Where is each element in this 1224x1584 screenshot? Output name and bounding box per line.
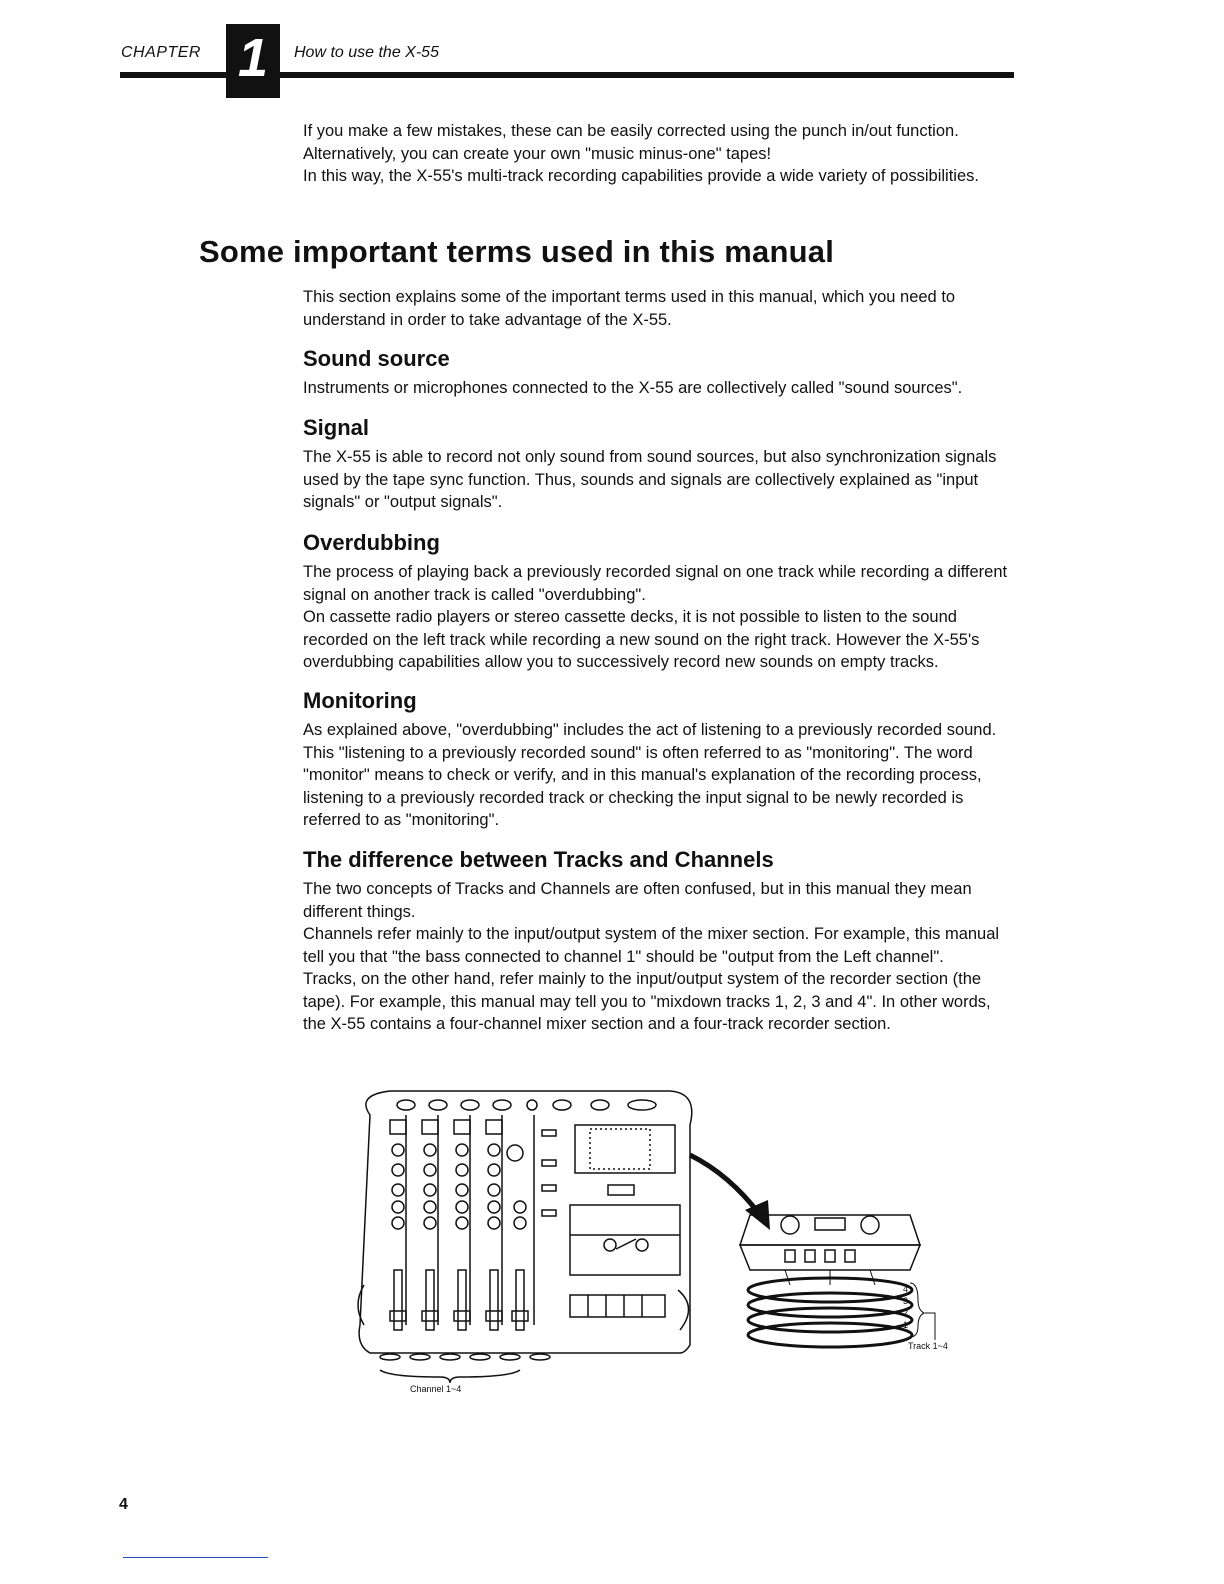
bottom-knobs [380, 1354, 550, 1360]
x55-mixer-tape-illustration [350, 1085, 990, 1405]
term-paragraph: The X-55 is able to record not only sound from sound sources, but also synchronization signals used by the tape sync function. Thus, sounds and signals are collectively explained as "input signals" or "output signals". [303, 448, 997, 511]
track-numbers [903, 1284, 908, 1330]
section-title: Some important terms used in this manual [199, 234, 835, 269]
term-paragraph: On cassette radio players or stereo cassette decks, it is not possible to listen to the sound recorded on the left track while recording a new sound on the right track. However the X-55's overdubbing capabilities allow you to successively record new sounds on empty tracks. [303, 608, 980, 671]
track-number: 1 [903, 1320, 909, 1330]
intro-text [303, 120, 1013, 188]
term-paragraph: Instruments or microphones connected to the X-55 are collectively called "sound sources". [303, 379, 963, 397]
chapter-label: CHAPTER [121, 44, 201, 61]
arrow-to-cassette [690, 1155, 770, 1230]
term-heading-tracks-channels: The difference between Tracks and Channels [303, 847, 774, 872]
term-body-monitoring [303, 719, 1013, 832]
channel-strips [390, 1115, 534, 1330]
term-body-overdubbing [303, 561, 1013, 674]
tape-track-stack [748, 1278, 912, 1347]
channel-brace [380, 1370, 520, 1383]
track-caption: Track 1~4 [908, 1341, 948, 1351]
chapter-number: 1 [237, 28, 269, 88]
channel-caption: Channel 1~4 [410, 1384, 462, 1394]
term-heading-monitoring: Monitoring [303, 688, 417, 713]
track-number: 2 [903, 1308, 909, 1318]
term-body-signal [303, 446, 1013, 514]
term-paragraph: Tracks, on the other hand, refer mainly to the input/output system of the recorder section (the tape). For example, this manual may tell you to "mixdown tracks 1, 2, 3 and 4". In other words, the X-55 contains a four-channel mixer section and a four-track recorder section. [303, 970, 991, 1033]
section-intro: This section explains some of the important terms used in this manual, which you need to understand in order to take advantage of the X-55. [303, 288, 956, 329]
intro-paragraph: If you make a few mistakes, these can be easily corrected using the punch in/out function. Alternatively, you can create your own "music minus-one" tapes! [303, 122, 959, 163]
bottom-line [123, 1557, 268, 1558]
term-heading-overdubbing: Overdubbing [303, 530, 440, 555]
term-body-tracks-channels [303, 878, 1013, 1036]
track-number: 4 [903, 1284, 909, 1294]
term-paragraph: The two concepts of Tracks and Channels are often confused, but in this manual they mean different things. [303, 880, 972, 921]
term-body-sound-source [303, 377, 1013, 400]
track-number: 3 [903, 1296, 909, 1306]
chapter-title: How to use the X-55 [294, 44, 439, 61]
term-paragraph: The process of playing back a previously recorded signal on one track while recording a different signal on another track is called "overdubbing". [303, 563, 1008, 604]
top-jacks-row [397, 1100, 656, 1110]
page-number: 4 [119, 1496, 128, 1513]
term-paragraph: As explained above, "overdubbing" includes the act of listening to a previously recorded sound. This "listening to a previously recorded sound" is often referred to as "monitoring". The word "monitor" means to check or verify, and in this manual's explanation of the recording process, listening to a previously recorded track or checking the input signal to be newly recorded is referred to as "monitoring". [303, 721, 997, 829]
term-paragraph: Channels refer mainly to the input/output system of the mixer section. For example, this manual tell you that "the bass connected to channel 1" should be "output from the Left channel". [303, 925, 1000, 966]
term-heading-sound-source: Sound source [303, 346, 450, 371]
term-heading-signal: Signal [303, 415, 370, 440]
intro-paragraph: In this way, the X-55's multi-track recording capabilities provide a wide variety of possibilities. [303, 167, 979, 185]
